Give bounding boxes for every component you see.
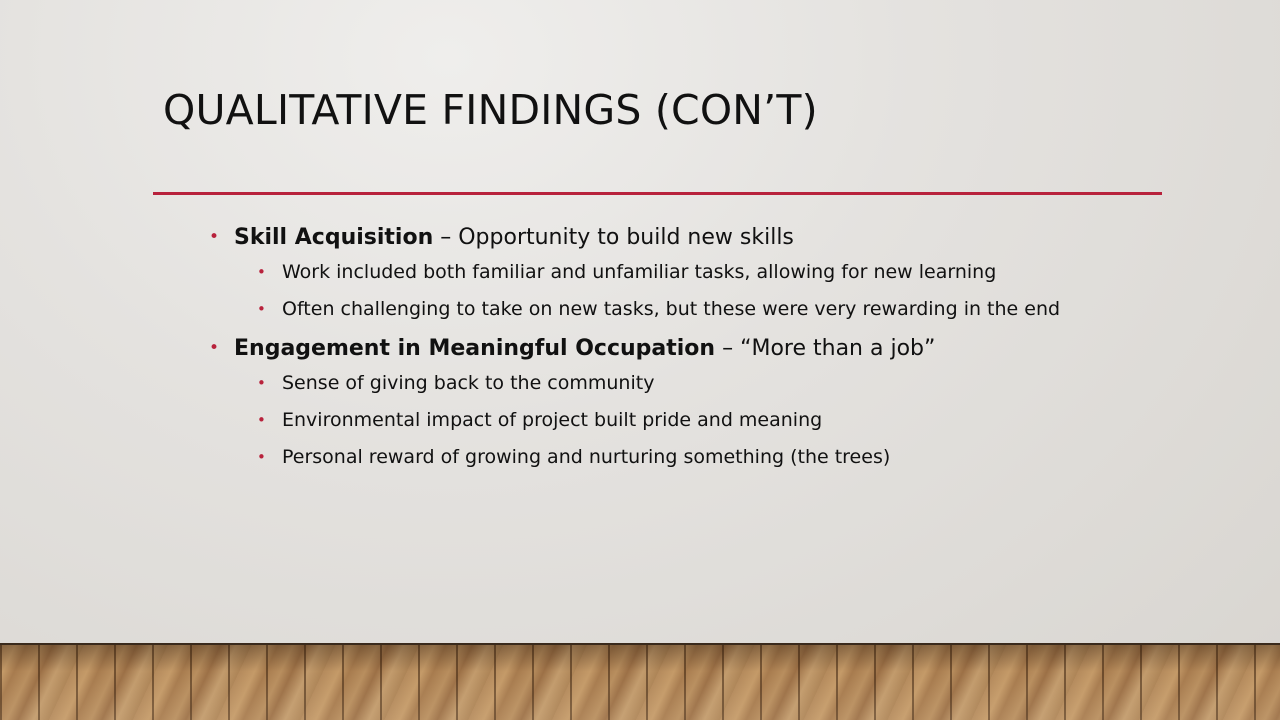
sublist-meaningful-occupation <box>208 370 1158 471</box>
bullet-dot-icon: • <box>257 300 266 318</box>
bullet-heading: Engagement in Meaningful Occupation <box>234 336 716 361</box>
sub-bullet <box>208 259 1158 286</box>
bullet-dot-icon: • <box>257 448 266 466</box>
bullet-dot-icon: • <box>209 338 220 358</box>
sub-bullet <box>208 407 1158 434</box>
sub-bullet-text: Environmental impact of project built pride and meaning <box>282 409 823 431</box>
bullet-text: – Opportunity to build new skills <box>433 225 794 250</box>
sub-bullet-text: Often challenging to take on new tasks, but these were very rewarding in the end <box>282 298 1061 320</box>
slide-content <box>208 222 1158 481</box>
sublist-skill-acquisition <box>208 259 1158 323</box>
bullet-text: – “More than a job” <box>715 336 936 361</box>
bullet-dot-icon: • <box>257 374 266 392</box>
sub-bullet-text: Work included both familiar and unfamiliar tasks, allowing for new learning <box>282 261 997 283</box>
title-divider <box>153 192 1162 195</box>
sub-bullet-text: Personal reward of growing and nurturing something (the trees) <box>282 446 891 468</box>
bullet-heading: Skill Acquisition <box>234 225 434 250</box>
sub-bullet <box>208 444 1158 471</box>
slide-title: QUALITATIVE FINDINGS (CON’T) <box>163 86 818 134</box>
bullet-dot-icon: • <box>257 263 266 281</box>
sub-bullet <box>208 296 1158 323</box>
bullet-dot-icon: • <box>257 411 266 429</box>
floor-shading <box>0 645 1280 720</box>
sub-bullet-text: Sense of giving back to the community <box>282 372 655 394</box>
bullet-meaningful-occupation <box>208 333 1158 364</box>
wood-floor-decoration <box>0 643 1280 720</box>
bullet-dot-icon: • <box>209 227 220 247</box>
bullet-skill-acquisition <box>208 222 1158 253</box>
sub-bullet <box>208 370 1158 397</box>
